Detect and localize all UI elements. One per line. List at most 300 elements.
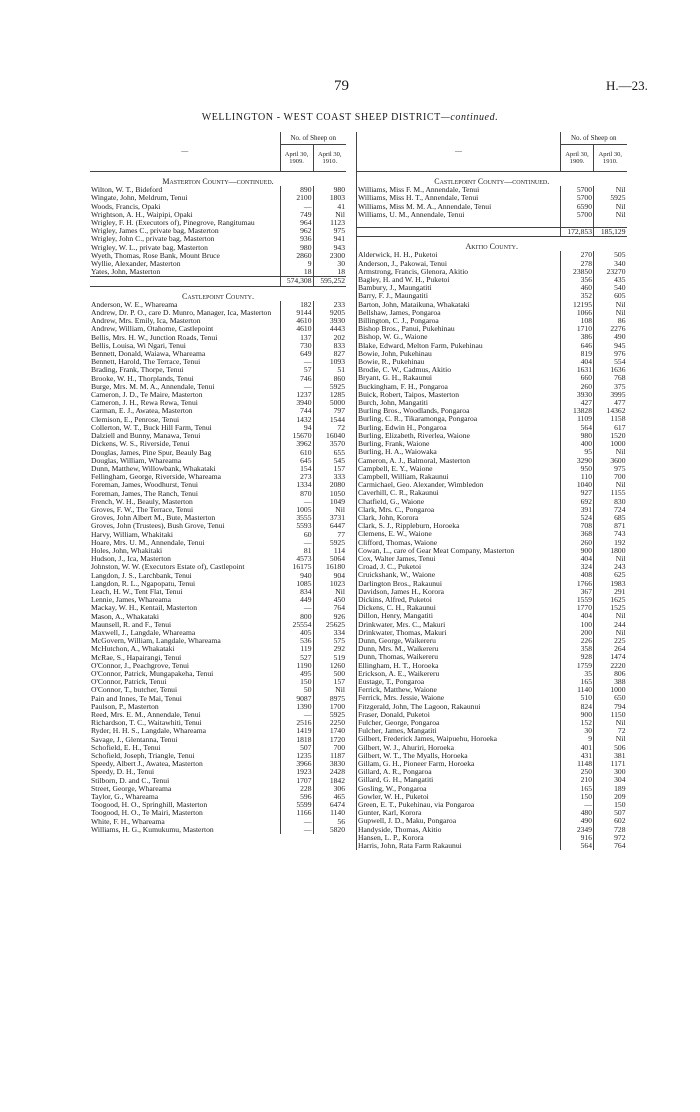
owner-name: Foreman, James, Woodhurst, Tenui xyxy=(91,481,198,490)
table-row xyxy=(357,596,627,604)
table-row xyxy=(357,604,627,612)
sheep-1909: 1818 xyxy=(280,736,313,744)
sheep-1909: 5700 xyxy=(561,186,594,194)
sheep-1910: 72 xyxy=(313,424,346,432)
sheep-1910: 2300 xyxy=(313,252,346,260)
table-row xyxy=(357,276,627,284)
sheep-1909: 962 xyxy=(280,227,313,235)
sheep-1910: 72 xyxy=(594,727,627,735)
owner-name: Bellis, Mrs. H. W., Junction Roads, Tenui xyxy=(91,333,218,342)
owner-name: Campbell, William, Rakaunui xyxy=(357,473,561,481)
sheep-1909: 182 xyxy=(280,301,313,309)
sheep-1910: 904 xyxy=(313,572,346,580)
sheep-1910: 1158 xyxy=(594,415,627,423)
owner-name: Hoare, Mrs. U. M., Annendale, Tenui xyxy=(91,538,205,547)
table-row xyxy=(90,325,346,333)
sheep-1910: 6474 xyxy=(313,801,346,809)
county-heading xyxy=(90,286,346,301)
sheep-1909: 2516 xyxy=(280,719,313,727)
table-row xyxy=(357,383,627,391)
owner-name: Gillam, G. H., Pioneer Farm, Horoeka xyxy=(357,760,561,768)
owner-name: Harvy, William, Whakitaki xyxy=(91,530,174,539)
owner-name: Williams, H. G., Kumukumu, Masterton xyxy=(91,825,214,834)
sheep-1910: 30 xyxy=(313,260,346,268)
owner-name: Richardson, T. C., Waitawhiti, Tenui xyxy=(91,719,202,728)
owner-name: Armstrong, Francis, Glenora, Akitio xyxy=(357,268,561,276)
table-row xyxy=(90,670,346,678)
table-row xyxy=(90,588,346,596)
owner-name: Anderson, W. E., Whareama xyxy=(91,300,178,309)
table-row xyxy=(357,629,627,637)
sheep-1910: 2276 xyxy=(594,325,627,333)
table-row xyxy=(90,555,346,563)
table-row xyxy=(357,785,627,793)
sheep-1910: Nil xyxy=(594,211,627,219)
table-row xyxy=(357,391,627,399)
sheep-1910: 2080 xyxy=(313,481,346,489)
table-row xyxy=(357,744,627,752)
owner-name: Croad, J. C., Puketoi xyxy=(357,563,561,571)
sheep-1909: 9144 xyxy=(280,309,313,317)
sheep-1910: 975 xyxy=(313,227,346,235)
sheep-1909: 16175 xyxy=(280,563,313,571)
sheep-1910: 830 xyxy=(594,498,627,506)
owner-name: Anderson, J., Pakowai, Tenui xyxy=(357,260,561,268)
table-row xyxy=(357,399,627,407)
table-row xyxy=(90,563,346,571)
table-row xyxy=(357,547,627,555)
sheep-1909: 3555 xyxy=(280,514,313,522)
owner-name: Dalziell and Bunny, Manawa, Tenui xyxy=(91,432,201,441)
owner-name: Douglas, James, Pine Spur, Beauly Bag xyxy=(91,448,212,457)
owner-name: O'Connor, T., butcher, Tenui xyxy=(91,686,178,695)
sheep-1910: Nil xyxy=(594,448,627,456)
table-row xyxy=(357,539,627,547)
table-row xyxy=(90,629,346,637)
table-row xyxy=(90,268,346,277)
table-row xyxy=(357,563,627,571)
owner-name: Cowan, L., care of Gear Meat Company, Masterton xyxy=(357,547,561,555)
owner-name: Groves, John (Trustees), Bush Grove, Tenui xyxy=(91,522,225,531)
owner-name: Clark, Mrs. C., Pongaroa xyxy=(357,506,561,514)
owner-name: Burling, Frank, Waione xyxy=(357,440,561,448)
sheep-1910: Nil xyxy=(594,612,627,620)
sheep-1909: 401 xyxy=(561,744,594,752)
owner-name: Mackay, W. H., Kentail, Masterton xyxy=(91,604,198,613)
sheep-1910: 728 xyxy=(594,826,627,834)
sheep-1909: 6590 xyxy=(561,203,594,211)
table-row xyxy=(90,203,346,211)
owner-name: Maxwell, J., Langdale, Whareama xyxy=(91,628,196,637)
table-row xyxy=(357,489,627,497)
owner-name: Fulcher, George, Pongaroa xyxy=(357,719,561,727)
sheep-1910: 1474 xyxy=(594,653,627,661)
owner-name: Fraser, Donald, Puketoi xyxy=(357,711,561,719)
sheep-1910: Nil xyxy=(313,588,346,596)
sheep-1910: 16040 xyxy=(313,432,346,440)
sheep-1910: 500 xyxy=(313,670,346,678)
right-table xyxy=(356,132,627,850)
sheep-1910: 1093 xyxy=(313,358,346,366)
sheep-1910: 300 xyxy=(594,768,627,776)
sheep-1910: 743 xyxy=(594,530,627,538)
sheep-1909: 1235 xyxy=(280,752,313,760)
owner-name: Schofield, E. H., Tenui xyxy=(91,743,161,752)
sheep-1910: 388 xyxy=(594,678,627,686)
table-row xyxy=(357,203,627,211)
sheep-1910: 1740 xyxy=(313,727,346,735)
owner-name: Drinkwater, Mrs. C., Makuri xyxy=(357,621,561,629)
total-row xyxy=(357,228,627,237)
sheep-1909: 23850 xyxy=(561,268,594,276)
sheep-1910: 3930 xyxy=(313,317,346,325)
owner-name: Brooke, W. H., Thorplands, Tenui xyxy=(91,374,194,383)
owner-name: White, F. H., Whareama xyxy=(91,817,165,826)
owner-name: Cameron, J. H., Rewa Rewa, Tenui xyxy=(91,399,198,408)
table-row xyxy=(90,768,346,776)
table-row xyxy=(90,604,346,612)
sheep-1909: 150 xyxy=(561,793,594,801)
sheep-1909: 5593 xyxy=(280,522,313,530)
table-row xyxy=(90,334,346,342)
table-row xyxy=(357,506,627,514)
table-row xyxy=(357,842,627,850)
table-row xyxy=(90,711,346,719)
sheep-1910: 1140 xyxy=(313,809,346,817)
sheep-1910: 3995 xyxy=(594,391,627,399)
sheep-1910: 871 xyxy=(594,522,627,530)
sheep-1909: 324 xyxy=(561,563,594,571)
header-1909-right: April 30, 1909. xyxy=(561,145,594,172)
sheep-1909: 165 xyxy=(561,785,594,793)
sheep-1910: 306 xyxy=(313,785,346,793)
sheep-1910: 209 xyxy=(594,793,627,801)
title-main: WELLINGTON - WEST COAST SHEEP DISTRICT xyxy=(201,112,441,123)
sheep-1910: 435 xyxy=(594,276,627,284)
owner-name: McGovern, William, Langdale, Whareama xyxy=(91,637,221,646)
sheep-1909: — xyxy=(280,826,313,834)
owner-name: McRae, S., Hapairangi, Tenui xyxy=(91,653,182,662)
sheep-1909: 81 xyxy=(280,547,313,555)
sheep-1909: 404 xyxy=(561,612,594,620)
sheep-1910: 1050 xyxy=(313,490,346,498)
table-row xyxy=(90,547,346,555)
owner-name: Savage, J., Glentanna, Tenui xyxy=(91,735,178,744)
owner-name: Green, E. T., Pukehinau, via Pongaroa xyxy=(357,801,561,809)
sheep-1909: 928 xyxy=(561,653,594,661)
table-row xyxy=(357,317,627,325)
sheep-1910: Nil xyxy=(594,719,627,727)
sheep-1910: 806 xyxy=(594,670,627,678)
sheep-1909: 950 xyxy=(561,465,594,473)
table-row xyxy=(357,621,627,629)
table-row xyxy=(357,645,627,653)
sheep-1909: 226 xyxy=(561,637,594,645)
sheep-1909: 260 xyxy=(561,539,594,547)
table-row xyxy=(90,416,346,424)
owner-name: Blake, Edward, Melton Farm, Pukehinau xyxy=(357,342,561,350)
owner-name: Wyeth, Thomas, Rose Bank, Mount Bruce xyxy=(91,251,220,260)
owner-name: Dunn, Mrs. M., Waikereru xyxy=(357,645,561,653)
county-heading-label: Akitio County. xyxy=(357,237,627,252)
owner-name: Groves, F. W., The Terrace, Tenui xyxy=(91,505,194,514)
sheep-1909: 95 xyxy=(561,448,594,456)
sheep-1909: 5700 xyxy=(561,194,594,202)
sheep-1910: 1983 xyxy=(594,580,627,588)
sheep-1909: 4573 xyxy=(280,555,313,563)
owner-name: Gowler, W. H., Puketoi xyxy=(357,793,561,801)
sheep-1910: 244 xyxy=(594,621,627,629)
table-row xyxy=(357,588,627,596)
sheep-1909: 1237 xyxy=(280,391,313,399)
sheep-1910: 1525 xyxy=(594,604,627,612)
sheep-1909: 1923 xyxy=(280,768,313,776)
sheep-1910: 51 xyxy=(313,366,346,374)
sheep-1910: 465 xyxy=(313,793,346,801)
sheep-1909: 2860 xyxy=(280,252,313,260)
table-row xyxy=(357,211,627,219)
sheep-1909: 9 xyxy=(280,260,313,268)
county-heading-label: Castlepoint County. xyxy=(182,291,254,301)
table-row xyxy=(357,686,627,694)
sheep-1910: Nil xyxy=(313,211,346,219)
sheep-1910: 56 xyxy=(313,818,346,826)
sheep-1910: Nil xyxy=(594,203,627,211)
table-row xyxy=(90,818,346,826)
table-row xyxy=(90,473,346,481)
owner-name: Williams, Miss F. M., Annendale, Tenui xyxy=(357,186,561,194)
sheep-1910: 5925 xyxy=(313,539,346,547)
sheep-1909: 391 xyxy=(561,506,594,514)
owner-name: Wilton, W. T., Bideford xyxy=(91,186,163,195)
sheep-1910: 9205 xyxy=(313,309,346,317)
sheep-1910: 304 xyxy=(594,776,627,784)
sheep-1909: 60 xyxy=(280,531,313,539)
header-sheep-right: No. of Sheep on xyxy=(561,132,627,145)
table-row xyxy=(357,473,627,481)
sheep-1909: 1140 xyxy=(561,686,594,694)
sheep-1910: 243 xyxy=(594,563,627,571)
sheep-1909: 57 xyxy=(280,366,313,374)
table-row xyxy=(357,793,627,801)
sheep-1910: 650 xyxy=(594,694,627,702)
sheep-1910: Nil xyxy=(594,629,627,637)
table-row xyxy=(90,449,346,457)
left-table xyxy=(90,132,346,834)
table-row xyxy=(90,752,346,760)
owner-name: Gillard, A. R., Pongaroa xyxy=(357,768,561,776)
sheep-1910: 5820 xyxy=(313,826,346,834)
owner-name: Buick, Robert, Taipos, Masterton xyxy=(357,391,561,399)
sheep-1909: 1040 xyxy=(561,481,594,489)
table-row xyxy=(357,268,627,276)
sheep-1909: 730 xyxy=(280,342,313,350)
sheep-1909: 358 xyxy=(561,645,594,653)
owner-name: Handyside, Thomas, Akitio xyxy=(357,826,561,834)
sheep-1909: 646 xyxy=(561,342,594,350)
sheep-1909: 108 xyxy=(561,317,594,325)
owner-name: Clemison, E., Penrose, Tenui xyxy=(91,415,180,424)
sheep-1909: 5599 xyxy=(280,801,313,809)
table-row xyxy=(90,383,346,391)
owner-name: Burch, John, Mangatiti xyxy=(357,399,561,407)
sheep-1909: 596 xyxy=(280,793,313,801)
sheep-1909: 404 xyxy=(561,358,594,366)
sheep-1910: 685 xyxy=(594,514,627,522)
table-row xyxy=(90,358,346,366)
header-sheep: No. of Sheep on xyxy=(280,132,346,145)
sheep-1909: — xyxy=(280,358,313,366)
owner-name: Schofield, Joseph, Triangle, Tenui xyxy=(91,752,195,761)
owner-name: Williams, U. M., Annendale, Tenui xyxy=(357,211,561,219)
table-row xyxy=(90,744,346,752)
sheep-1909: 900 xyxy=(561,547,594,555)
sheep-1909: 30 xyxy=(561,727,594,735)
sheep-1910: 519 xyxy=(313,654,346,662)
owner-name: Bellshaw, James, Pongaroa xyxy=(357,309,561,317)
total-label xyxy=(90,277,280,286)
table-row xyxy=(357,678,627,686)
table-row xyxy=(90,366,346,374)
owner-name: Wrigley, James C., private bag, Masterton xyxy=(91,227,219,236)
owner-name: Dunn, Matthew, Willowbank, Whakataki xyxy=(91,464,216,473)
table-row xyxy=(90,719,346,727)
table-row xyxy=(90,252,346,260)
table-row xyxy=(90,211,346,219)
sheep-1909: 250 xyxy=(561,768,594,776)
table-row xyxy=(357,530,627,538)
sheep-1909: — xyxy=(280,203,313,211)
county-heading xyxy=(357,237,627,252)
table-row xyxy=(357,333,627,341)
sheep-1910: 6447 xyxy=(313,522,346,530)
sheep-1909: 1631 xyxy=(561,366,594,374)
owner-name: Yates, John, Masterton xyxy=(91,268,161,277)
owner-name: Bennett, Harold, The Terrace, Tenui xyxy=(91,358,201,367)
owner-name: Bowie, R., Pukehinau xyxy=(357,358,561,366)
table-row xyxy=(90,777,346,785)
county-heading xyxy=(90,172,346,187)
sheep-1910: 505 xyxy=(594,251,627,259)
sheep-1909: 5700 xyxy=(561,211,594,219)
sheep-1910: 291 xyxy=(594,588,627,596)
table-row xyxy=(90,227,346,235)
table-row xyxy=(357,653,627,661)
owner-name: Woods, Francis, Opaki xyxy=(91,202,161,211)
sheep-1909: 1390 xyxy=(280,703,313,711)
owner-name: Cameron, J. D., Te Maire, Masterton xyxy=(91,391,203,400)
sheep-1910: 625 xyxy=(594,571,627,579)
sheep-1909: 649 xyxy=(280,350,313,358)
owner-name: Drinkwater, Thomas, Makuri xyxy=(357,629,561,637)
sheep-1909: 12195 xyxy=(561,301,594,309)
sheep-1910: 554 xyxy=(594,358,627,366)
table-row xyxy=(357,440,627,448)
table-row xyxy=(90,801,346,809)
table-row xyxy=(90,440,346,448)
table-row xyxy=(90,407,346,415)
owner-name: Burling Bros., Woodlands, Pongaroa xyxy=(357,407,561,415)
sheep-1909: 1559 xyxy=(561,596,594,604)
owner-name: Paulson, P., Masterton xyxy=(91,702,159,711)
table-row xyxy=(357,670,627,678)
table-row xyxy=(90,596,346,604)
owner-name: Wrightson, A. H., Waipipi, Opaki xyxy=(91,210,193,219)
owner-name: Wrigley, W. L., private bag, Masterton xyxy=(91,243,208,252)
table-row xyxy=(357,768,627,776)
owner-name: Brading, Frank, Thorpe, Tenui xyxy=(91,366,184,375)
sheep-1910: 1123 xyxy=(313,219,346,227)
table-row xyxy=(357,834,627,842)
sheep-1910: Nil xyxy=(313,686,346,694)
sheep-1910: 655 xyxy=(313,449,346,457)
sheep-1909: 1066 xyxy=(561,309,594,317)
sheep-1909: 3966 xyxy=(280,760,313,768)
sheep-1909: — xyxy=(280,498,313,506)
table-row xyxy=(90,424,346,432)
table-row xyxy=(90,613,346,621)
sheep-1909: 1166 xyxy=(280,809,313,817)
sheep-1909: 1334 xyxy=(280,481,313,489)
sheep-1909: 527 xyxy=(280,654,313,662)
owner-name: Bennett, Donald, Waiawa, Whareama xyxy=(91,350,206,359)
table-row xyxy=(90,309,346,317)
table-row xyxy=(357,703,627,711)
sheep-1910: 333 xyxy=(313,473,346,481)
owner-name: Bellis, Louisa, Wi Ngari, Tenui xyxy=(91,341,186,350)
owner-name: Lennie, James, Whareama xyxy=(91,596,171,605)
owner-name: Street, George, Whareama xyxy=(91,784,172,793)
owner-name: Burling, C. R., Tikaramonga, Pongaroa xyxy=(357,415,561,423)
owner-name: Gunter, Karl, Korora xyxy=(357,809,561,817)
owner-name: French, W. H., Beauly, Masterton xyxy=(91,497,193,506)
sheep-1909: 408 xyxy=(561,571,594,579)
owner-name: Wrigley, John C., private bag, Masterton xyxy=(91,235,215,244)
sheep-1909: 25554 xyxy=(280,621,313,629)
owner-name: Clemens, E. W., Waione xyxy=(357,530,561,538)
sheep-1909: 13828 xyxy=(561,407,594,415)
sheep-1909: 1419 xyxy=(280,727,313,735)
header-1910-right: April 30, 1910. xyxy=(594,145,627,172)
owner-name: Foreman, James, The Ranch, Tenui xyxy=(91,489,198,498)
owner-name: Johnston, W. W. (Executors Estate of), Castlepoint xyxy=(91,563,245,572)
owner-name: Gilbert, W. J., Ahuriri, Horoeka xyxy=(357,744,561,752)
owner-name: Dunn, Thomas, Waikereru xyxy=(357,653,561,661)
owner-name: Carman, E. J., Awatea, Masterton xyxy=(91,407,193,416)
table-row xyxy=(357,760,627,768)
table-row xyxy=(357,735,627,743)
sheep-1910: 292 xyxy=(313,645,346,653)
sheep-1909: 564 xyxy=(561,842,594,850)
table-row xyxy=(90,317,346,325)
owner-name: Bishop Bros., Panui, Pukehinau xyxy=(357,325,561,333)
sheep-1909: 165 xyxy=(561,678,594,686)
sheep-1909: 574,308 xyxy=(280,277,313,286)
sheep-1910: 3830 xyxy=(313,760,346,768)
table-row xyxy=(90,219,346,227)
sheep-1909: 210 xyxy=(561,776,594,784)
owner-name: Campbell, E. Y., Waione xyxy=(357,465,561,473)
sheep-1910: 764 xyxy=(594,842,627,850)
owner-name: Bambury, J., Maungatiti xyxy=(357,284,561,292)
sheep-1910: 827 xyxy=(313,350,346,358)
owner-name: Wyllie, Alexander, Masterton xyxy=(91,260,181,269)
table-row xyxy=(357,465,627,473)
owner-name: Bishop, W. G., Waione xyxy=(357,333,561,341)
table-row xyxy=(90,194,346,202)
sheep-1909: 172,853 xyxy=(561,228,594,237)
sheep-1910: Nil xyxy=(594,555,627,563)
